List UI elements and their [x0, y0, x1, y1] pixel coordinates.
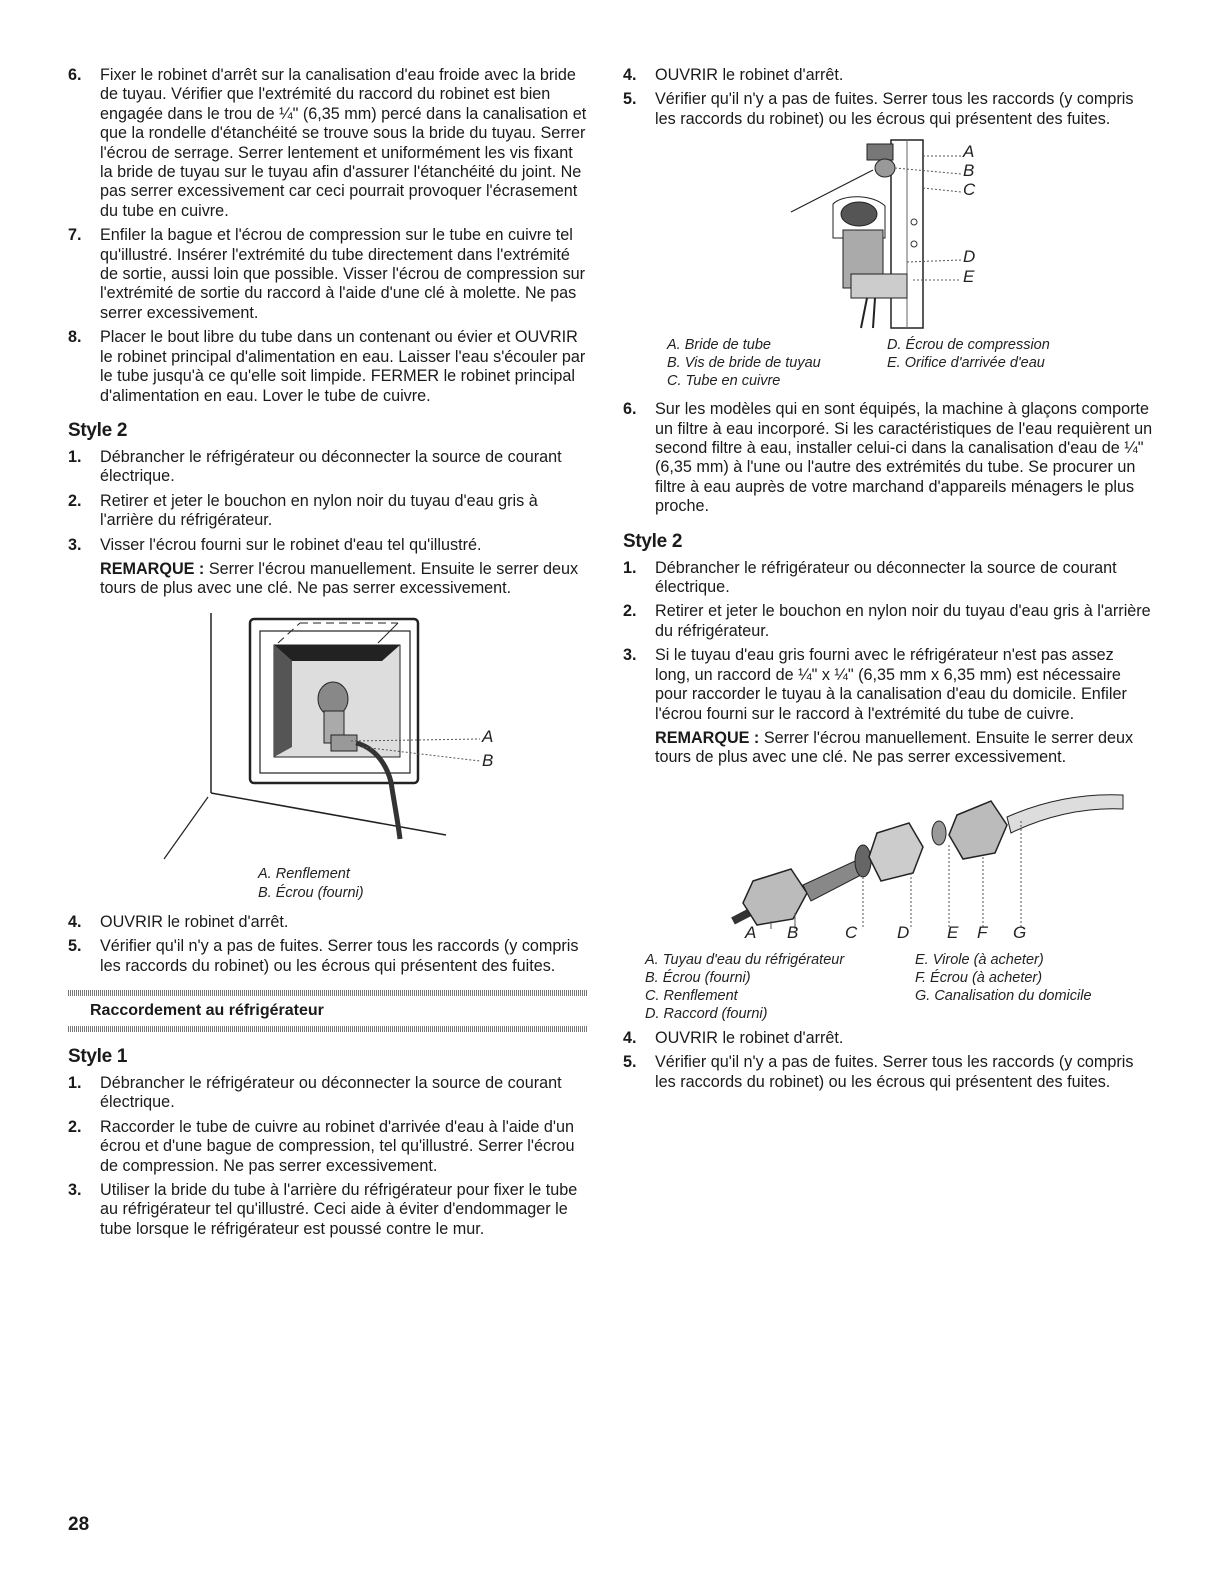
step-3: 3. Visser l'écrou fourni sur le robinet d'eau tel qu'illustré.	[68, 535, 482, 554]
figure-caption: C. Renflement	[645, 987, 738, 1004]
step-6: 6. Sur les modèles qui en sont équipés, la machine à glaçons comporte un filtre à eau incorporé. Si les caractéristiques de l'eau requièrent un second filtre à eau, installer celui-ci dans la canalisation d'eau de ¼" (6,35 mm) à l'une ou l'autre des extrémités du tube. Se procurer un filtre à eau auprès de votre marchand d'appareils ménagers le plus proche.	[623, 400, 1153, 516]
figure-caption: G. Canalisation du domicile	[915, 987, 1092, 1004]
step-6: 6. Fixer le robinet d'arrêt sur la canalisation d'eau froide avec la bride de tuyau. Vérifier que l'extrémité du raccord du robinet est bien engagée dans le trou de ¼" (6,35 mm) percé dans la canalisation et que la rondelle d'étanchéité se trouve sous la bride du tuyau. Serrer l'écrou de serrage. Serrer lentement et uniformément les vis fixant la bride de tuyau sur le tuyau afin d'assurer l'étanchéité du joint. Ne pas serrer excessivement car ceci pourrait provoquer l'écrasement du tube en cuivre.	[68, 66, 587, 220]
step-2: 2. Raccorder le tube de cuivre au robinet d'arrivée d'eau à l'aide d'un écrou et d'une bague de compression, tel qu'illustré. Serrer l'écrou de compression. Ne pas serrer excessivement.	[68, 1117, 575, 1175]
fig-label-b: B	[787, 922, 799, 942]
left-column	[68, 66, 588, 1244]
fig-label-a: A	[482, 726, 494, 746]
fig-label-d: D	[963, 247, 976, 267]
note: REMARQUE : Serrer l'écrou manuellement. Ensuite le serrer deux tours de plus avec une clé. Ne pas serrer excessivement.	[100, 559, 579, 598]
figure-caption-b: B. Écrou (fourni)	[258, 884, 364, 901]
figure-captions-right	[915, 951, 1092, 1005]
fig-label-d: D	[897, 922, 910, 942]
step-1: 1. Débrancher le réfrigérateur ou déconnecter la source de courant électrique.	[68, 447, 562, 486]
figure-caption: A. Bride de tube	[667, 337, 771, 354]
note: REMARQUE : Serrer l'écrou manuellement. Ensuite le serrer deux tours de plus avec une clé. Ne pas serrer excessivement.	[655, 728, 1134, 767]
figure-caption: D. Écrou de compression	[887, 337, 1050, 354]
step-8: 8. Placer le bout libre du tube dans un contenant ou évier et OUVRIR le robinet principal d'alimentation en eau. Laisser l'eau s'écouler par le tube jusqu'à ce qu'elle soit limpide. FERMER le robinet principal d'alimentation en eau. Lover le tube de cuivre.	[68, 328, 586, 405]
style-1-heading: Style 1	[68, 1045, 128, 1067]
page-number: 28	[68, 1514, 90, 1535]
figure-captions-left	[645, 951, 844, 1023]
fig-label-b: B	[482, 750, 494, 770]
step-4: 4. OUVRIR le robinet d'arrêt.	[68, 912, 289, 931]
section-header	[68, 990, 588, 1032]
figure-caption: B. Vis de bride de tuyau	[667, 355, 821, 372]
figure-caption: F. Écrou (à acheter)	[915, 969, 1043, 986]
step-7: 7. Enfiler la bague et l'écrou de compression sur le tube en cuivre tel qu'illustré. Insérer l'extrémité du tube directement dans l'extrémité de sortie, aussi loin que possible. Visser l'écrou de compression sur l'extrémité de sortie du raccord à l'aide d'une clé à molette. Ne pas serrer excessivement.	[68, 226, 586, 322]
figure-caption: C. Tube en cuivre	[667, 373, 781, 390]
figure-caption: E. Orifice d'arrivée d'eau	[887, 355, 1045, 372]
step-5: 5. Vérifier qu'il n'y a pas de fuites. Serrer tous les raccords (y compris les raccords du robinet) ou les écrous qui présentent des fuites.	[623, 90, 1134, 128]
right-column	[623, 66, 1153, 1097]
step-3: 3. Utiliser la bride du tube à l'arrière du réfrigérateur pour fixer le tube au réfrigérateur tel qu'illustré. Ceci aide à éviter d'endommager le tube lorsque le réfrigérateur est poussé contre le mur.	[68, 1181, 578, 1238]
step-4: 4. OUVRIR le robinet d'arrêt.	[623, 66, 844, 84]
figure-caption: B. Écrou (fourni)	[645, 969, 751, 986]
fig-label-e: E	[963, 267, 975, 287]
tube-clamp-figure	[623, 134, 1153, 392]
figure-caption-a: A. Renflement	[258, 865, 350, 882]
style-2-heading: Style 2	[68, 419, 128, 441]
valve-box-illustration	[68, 607, 588, 863]
figure-captions-right	[887, 336, 1050, 372]
fig-label-c: C	[845, 922, 858, 942]
fig-label-c: C	[963, 180, 976, 200]
fig-label-f: F	[977, 922, 988, 942]
style-2-heading: Style 2	[623, 530, 683, 552]
fig-label-b: B	[963, 161, 975, 181]
step-1: 1. Débrancher le réfrigérateur ou déconnecter la source de courant électrique.	[623, 558, 1117, 597]
step-5: 5. Vérifier qu'il n'y a pas de fuites. Serrer tous les raccords (y compris les raccords du robinet) ou les écrous qui présentent des fuites.	[68, 937, 579, 975]
hatch-divider-bottom	[68, 1026, 588, 1032]
fig-label-a: A	[963, 142, 975, 162]
tube-clamp-illustration	[623, 134, 1153, 334]
fig-label-g: G	[1013, 922, 1027, 942]
step-5: 5. Vérifier qu'il n'y a pas de fuites. Serrer tous les raccords (y compris les raccords du robinet) ou les écrous qui présentent des fuites.	[623, 1053, 1134, 1091]
section-title: Raccordement au réfrigérateur	[90, 1001, 324, 1019]
valve-box-figure	[68, 607, 588, 907]
step-3: 3. Si le tuyau d'eau gris fourni avec le réfrigérateur n'est pas assez long, un raccord de ¼" x ¼" (6,35 mm x 6,35 mm) est nécessaire pour raccorder le tuyau à la canalisation d'eau du domicile. Enfiler l'écrou fourni sur le raccord à l'extrémité du tube de cuivre.	[623, 646, 1127, 723]
figure-caption: A. Tuyau d'eau du réfrigérateur	[645, 951, 845, 968]
fig-label-a: A	[745, 922, 757, 942]
step-2: 2. Retirer et jeter le bouchon en nylon noir du tuyau d'eau gris à l'arrière du réfrigérateur.	[68, 491, 538, 530]
step-4: 4. OUVRIR le robinet d'arrêt.	[623, 1028, 844, 1047]
fitting-assembly-illustration	[623, 773, 1153, 933]
fitting-assembly-figure	[623, 773, 1153, 1023]
figure-captions-left	[667, 336, 821, 390]
figure-caption: D. Raccord (fourni)	[645, 1005, 768, 1022]
step-1: 1. Débrancher le réfrigérateur ou déconnecter la source de courant électrique.	[68, 1073, 562, 1112]
fig-label-e: E	[947, 922, 959, 942]
figure-caption: E. Virole (à acheter)	[915, 951, 1044, 968]
step-2: 2. Retirer et jeter le bouchon en nylon noir du tuyau d'eau gris à l'arrière du réfrigérateur.	[623, 602, 1151, 640]
